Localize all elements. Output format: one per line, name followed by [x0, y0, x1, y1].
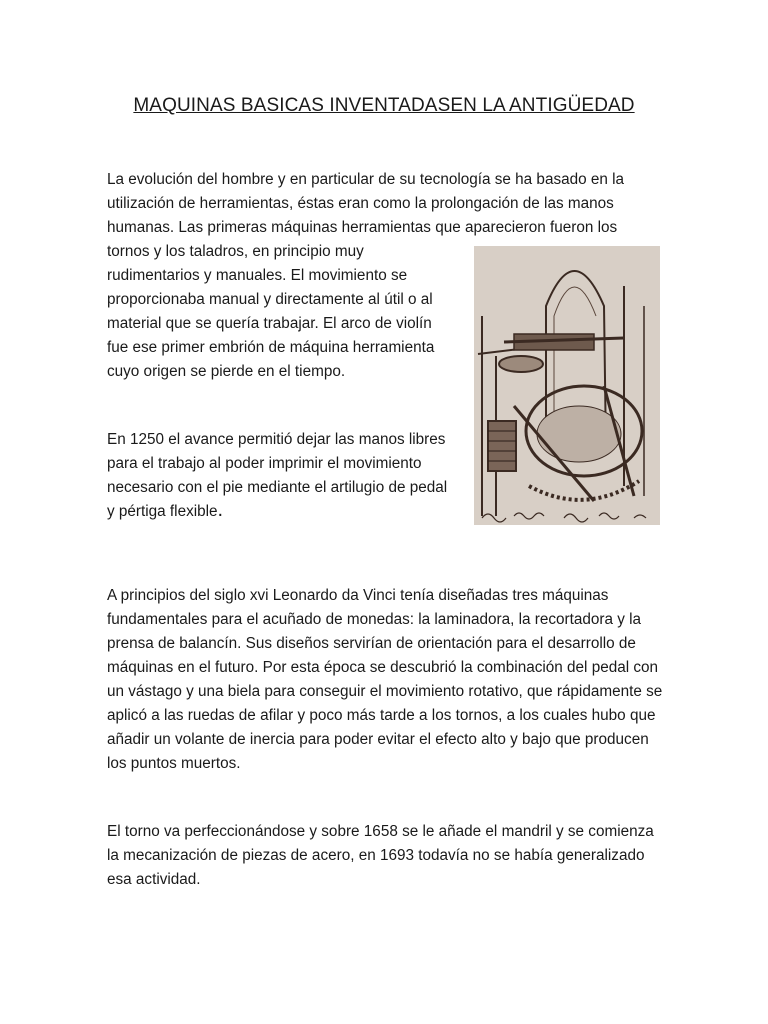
paragraph-torno: El torno va perfeccionándose y sobre 1658 se le añade el mandril y se comienza la mecanización de piezas de acero, en 1693 todavía no se había generalizado esa actividad.	[107, 823, 654, 888]
paragraph-1250-text: En 1250 el avance permitió dejar las manos libres para el trabajo al poder imprimir el movimiento necesario con el pie mediante el artilugio de pedal y pértiga flexible	[107, 431, 448, 520]
leonardo-sketch-icon	[474, 246, 660, 525]
paragraph-intro-continued: tornos y los taladros, en principio muy rudimentarios y manuales. El movimiento se proporcionaba manual y directamente al útil o al material que se quería trabajar. El arco de violín fue ese primer embrión de máquina herramienta cuyo origen se pierde en el tiempo.	[107, 243, 435, 380]
machine-sketch-image	[474, 246, 660, 525]
paragraph-leonardo: A principios del siglo xvi Leonardo da Vinci tenía diseñadas tres máquinas fundamentales para el acuñado de monedas: la laminadora, la recortadora y la prensa de balancín. Sus diseños servirían de orientación para el desarrollo de máquinas en el futuro. Por esta época se descubrió la combinación del pedal con un vástago y una biela para conseguir el movimiento rotativo, que rápidamente se aplicó a las ruedas de afilar y poco más tarde a los tornos, a los cuales hubo que añadir un volante de inercia para poder evitar el efecto alto y bajo que producen los puntos muertos.	[107, 587, 663, 772]
page-title: MAQUINAS BASICAS INVENTADASEN LA ANTIGÜEDAD	[133, 95, 635, 116]
paragraph-intro: La evolución del hombre y en particular de su tecnología se ha basado en la utilización de herramientas, éstas eran como la prolongación de las manos humanas. Las primeras máquinas herramientas que aparecieron fueron los	[107, 171, 625, 236]
paragraph-1250-period: .	[217, 499, 224, 521]
paragraph-1250	[107, 428, 457, 524]
